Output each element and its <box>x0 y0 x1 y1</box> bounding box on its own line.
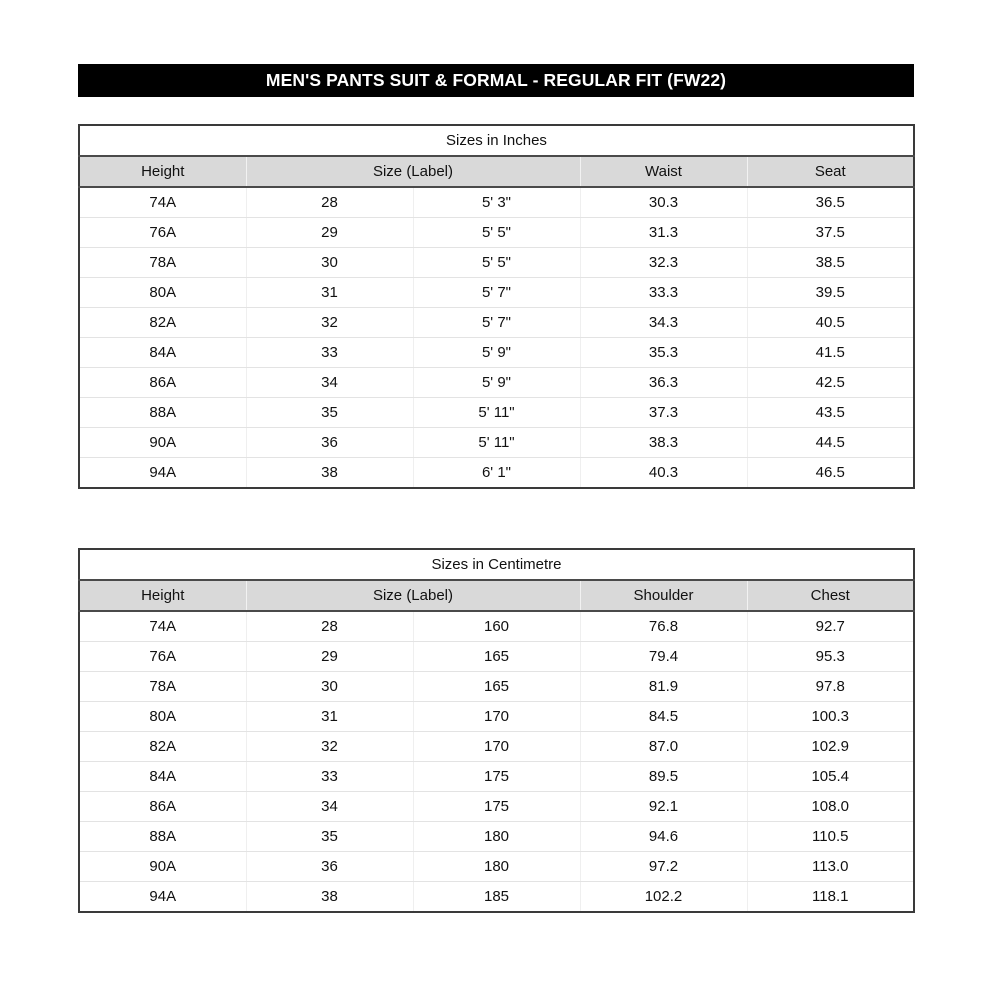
column-header-height: Height <box>79 156 246 187</box>
table-cell-measure-2: 95.3 <box>747 642 914 672</box>
table-cell-measure-1: 36.3 <box>580 368 747 398</box>
table-cell-height: 90A <box>79 428 246 458</box>
table-cell-measure-1: 33.3 <box>580 278 747 308</box>
table-cell-size: 29 <box>246 642 413 672</box>
table-cell-measure-1: 38.3 <box>580 428 747 458</box>
table-cell-height: 74A <box>79 187 246 218</box>
table-cell-measure-1: 32.3 <box>580 248 747 278</box>
table-cell-height: 76A <box>79 218 246 248</box>
inches-size-table <box>78 124 915 489</box>
table-cell-size-label: 5' 9" <box>413 338 580 368</box>
table-cell-size: 35 <box>246 822 413 852</box>
table-row <box>79 822 914 852</box>
table-cell-measure-2: 97.8 <box>747 672 914 702</box>
table-cell-height: 88A <box>79 398 246 428</box>
table-row <box>79 458 914 489</box>
table-cell-size: 36 <box>246 852 413 882</box>
table-title-row <box>79 549 914 580</box>
table-cell-size-label: 165 <box>413 642 580 672</box>
table-cell-measure-2: 36.5 <box>747 187 914 218</box>
table-cell-size-label: 5' 9" <box>413 368 580 398</box>
table-title: Sizes in Centimetre <box>79 549 914 580</box>
page-title: MEN'S PANTS SUIT & FORMAL - REGULAR FIT (FW22) <box>265 70 727 90</box>
table-cell-height: 74A <box>79 611 246 642</box>
table-cell-size: 31 <box>246 702 413 732</box>
table-row <box>79 187 914 218</box>
table-row <box>79 852 914 882</box>
table-row <box>79 308 914 338</box>
table-cell-size-label: 5' 7" <box>413 278 580 308</box>
table-cell-measure-2: 38.5 <box>747 248 914 278</box>
table-cell-measure-2: 40.5 <box>747 308 914 338</box>
table-cell-size: 36 <box>246 428 413 458</box>
table-cell-size-label: 185 <box>413 882 580 913</box>
table-row <box>79 248 914 278</box>
table-row <box>79 732 914 762</box>
table-cell-measure-2: 100.3 <box>747 702 914 732</box>
table-cell-size-label: 180 <box>413 822 580 852</box>
table-cell-measure-2: 39.5 <box>747 278 914 308</box>
table-title-row <box>79 125 914 156</box>
table-cell-measure-1: 97.2 <box>580 852 747 882</box>
table-cell-measure-2: 110.5 <box>747 822 914 852</box>
table-cell-size-label: 180 <box>413 852 580 882</box>
table-cell-size-label: 6' 1" <box>413 458 580 489</box>
table-cell-measure-2: 105.4 <box>747 762 914 792</box>
table-cell-measure-1: 81.9 <box>580 672 747 702</box>
table-cell-size: 30 <box>246 672 413 702</box>
table-cell-height: 86A <box>79 368 246 398</box>
table-cell-size: 31 <box>246 278 413 308</box>
table-row <box>79 702 914 732</box>
table-row <box>79 792 914 822</box>
table-cell-size-label: 5' 3" <box>413 187 580 218</box>
table-cell-height: 80A <box>79 702 246 732</box>
table-row <box>79 882 914 913</box>
table-cell-measure-1: 31.3 <box>580 218 747 248</box>
table-cell-measure-1: 79.4 <box>580 642 747 672</box>
table-cell-size-label: 5' 7" <box>413 308 580 338</box>
table-cell-size-label: 160 <box>413 611 580 642</box>
table-row <box>79 278 914 308</box>
table-cell-size: 33 <box>246 762 413 792</box>
column-header-chest: Chest <box>747 580 914 611</box>
table-cell-measure-1: 30.3 <box>580 187 747 218</box>
table-cell-measure-2: 37.5 <box>747 218 914 248</box>
table-cell-measure-1: 76.8 <box>580 611 747 642</box>
table-cell-size-label: 165 <box>413 672 580 702</box>
table-cell-measure-2: 102.9 <box>747 732 914 762</box>
table-cell-measure-2: 118.1 <box>747 882 914 913</box>
table-cell-measure-2: 92.7 <box>747 611 914 642</box>
table-cell-height: 94A <box>149 888 177 905</box>
table-row <box>79 338 914 368</box>
table-cell-size: 38 <box>246 458 413 489</box>
table-cell-size: 28 <box>246 187 413 218</box>
column-header-size-label: Size (Label) <box>246 580 580 611</box>
column-header-seat: Seat <box>747 156 914 187</box>
table-cell-height: 76A <box>79 642 246 672</box>
table-cell-measure-1: 84.5 <box>580 702 747 732</box>
table-row <box>79 762 914 792</box>
table-cell-measure-2: 43.5 <box>747 398 914 428</box>
table-cell-height: 90A <box>79 852 246 882</box>
table-cell-measure-1: 87.0 <box>580 732 747 762</box>
column-header-size-label: Size (Label) <box>246 156 580 187</box>
table-cell-size: 38 <box>246 882 413 913</box>
table-row <box>79 611 914 642</box>
table-cell-height: 88A <box>79 822 246 852</box>
table-cell-height: 78A <box>79 248 246 278</box>
table-cell-size: 29 <box>246 218 413 248</box>
table-cell-height: 78A <box>79 672 246 702</box>
table-body <box>79 187 914 488</box>
table-cell-size-label: 5' 11" <box>413 398 580 428</box>
table-cell-size-label: 170 <box>413 702 580 732</box>
table-cell-height: 94A <box>149 464 177 481</box>
table-row <box>79 672 914 702</box>
table-cell-size: 32 <box>246 308 413 338</box>
centimetre-size-table <box>78 548 915 913</box>
table-header-row <box>79 156 914 187</box>
table-cell-height: 82A <box>79 732 246 762</box>
table-cell-size-label: 5' 5" <box>413 218 580 248</box>
table-cell-size-label: 5' 11" <box>413 428 580 458</box>
table-cell-measure-1: 92.1 <box>580 792 747 822</box>
table-cell-measure-2: 44.5 <box>747 428 914 458</box>
table-cell-measure-1: 102.2 <box>580 882 747 913</box>
table-row <box>79 368 914 398</box>
table-cell-height: 82A <box>79 308 246 338</box>
table-row <box>79 428 914 458</box>
column-header-waist: Waist <box>580 156 747 187</box>
table-header-row <box>79 580 914 611</box>
table-cell-height: 84A <box>79 762 246 792</box>
table-row <box>79 642 914 672</box>
column-header-shoulder: Shoulder <box>580 580 747 611</box>
table-cell-size: 34 <box>246 368 413 398</box>
table-cell-measure-1: 34.3 <box>580 308 747 338</box>
table-cell-measure-1: 94.6 <box>580 822 747 852</box>
table-cell-size: 28 <box>246 611 413 642</box>
column-header-height: Height <box>79 580 246 611</box>
table-title: Sizes in Inches <box>79 125 914 156</box>
table-cell-size-label: 5' 5" <box>413 248 580 278</box>
table-row <box>79 218 914 248</box>
table-cell-measure-2: 113.0 <box>747 852 914 882</box>
table-cell-measure-2: 108.0 <box>747 792 914 822</box>
table-cell-size: 30 <box>246 248 413 278</box>
table-cell-measure-1: 40.3 <box>580 458 747 489</box>
table-cell-measure-2: 46.5 <box>747 458 914 489</box>
table-cell-size-label: 175 <box>413 792 580 822</box>
table-cell-measure-2: 41.5 <box>747 338 914 368</box>
table-cell-size: 35 <box>246 398 413 428</box>
table-body <box>79 611 914 912</box>
table-cell-height: 86A <box>79 792 246 822</box>
table-row <box>79 398 914 428</box>
table-cell-height: 84A <box>79 338 246 368</box>
table-cell-measure-1: 89.5 <box>580 762 747 792</box>
table-cell-measure-2: 42.5 <box>747 368 914 398</box>
table-cell-measure-1: 37.3 <box>580 398 747 428</box>
table-cell-size: 32 <box>246 732 413 762</box>
table-cell-size-label: 175 <box>413 762 580 792</box>
table-cell-size-label: 170 <box>413 732 580 762</box>
table-cell-size: 33 <box>246 338 413 368</box>
title-banner <box>78 64 914 97</box>
table-cell-height: 80A <box>79 278 246 308</box>
table-cell-measure-1: 35.3 <box>580 338 747 368</box>
table-cell-size: 34 <box>246 792 413 822</box>
